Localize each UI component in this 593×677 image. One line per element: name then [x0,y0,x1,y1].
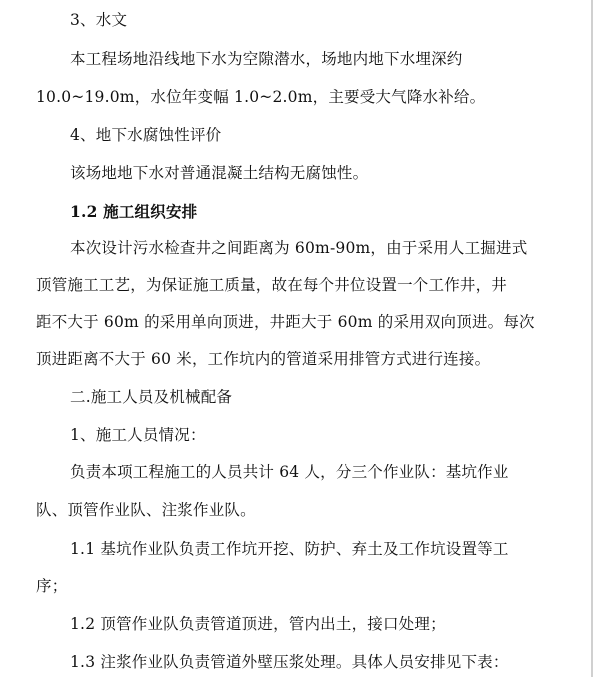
paragraph-corrosion: 该场地地下水对普通混凝土结构无腐蚀性。 [70,164,369,182]
heading-hydrology: 3、水文 [70,11,128,29]
heading-groundwater-corrosion: 4、地下水腐蚀性评价 [70,126,222,144]
paragraph-organization-line-2: 顶管施工工艺，为保证施工质量，故在每个井位设置一个工作井，井 [36,276,508,294]
paragraph-hydrology-line-2: 10.0~19.0m，水位年变幅 1.0~2.0m，主要受大气降水补给。 [36,88,486,106]
list-item-1-2: 1.2 顶管作业队负责管道顶进，管内出土，接口处理； [70,615,446,633]
heading-personnel-and-machinery: 二.施工人员及机械配备 [70,388,233,406]
paragraph-organization-line-4: 顶进距离不大于 60 米，工作坑内的管道采用排管方式进行连接。 [36,350,491,368]
paragraph-organization-line-3: 距不大于 60m 的采用单向顶进，井距大于 60m 的采用双向顶进。每次 [36,313,535,331]
heading-personnel-situation: 1、施工人员情况： [70,426,206,444]
paragraph-hydrology-line-1: 本工程场地沿线地下水为空隙潜水，场地内地下水埋深约 [70,50,463,68]
paragraph-personnel-line-1: 负责本项工程施工的人员共计 64 人，分三个作业队：基坑作业 [70,463,509,481]
list-item-1-1-line-1: 1.1 基坑作业队负责工作坑开挖、防护、弃土及工作坑设置等工 [70,540,509,558]
list-item-1-3: 1.3 注浆作业队负责管道外壁压浆处理。具体人员安排见下表： [70,653,509,671]
list-item-1-1-line-2: 序； [36,577,68,595]
paragraph-organization-line-1: 本次设计污水检查井之间距离为 60m-90m，由于采用人工掘进式 [70,239,528,257]
paragraph-personnel-line-2: 队、顶管作业队、注浆作业队。 [36,501,256,519]
section-heading-construction-organization: 1.2 施工组织安排 [70,202,198,221]
